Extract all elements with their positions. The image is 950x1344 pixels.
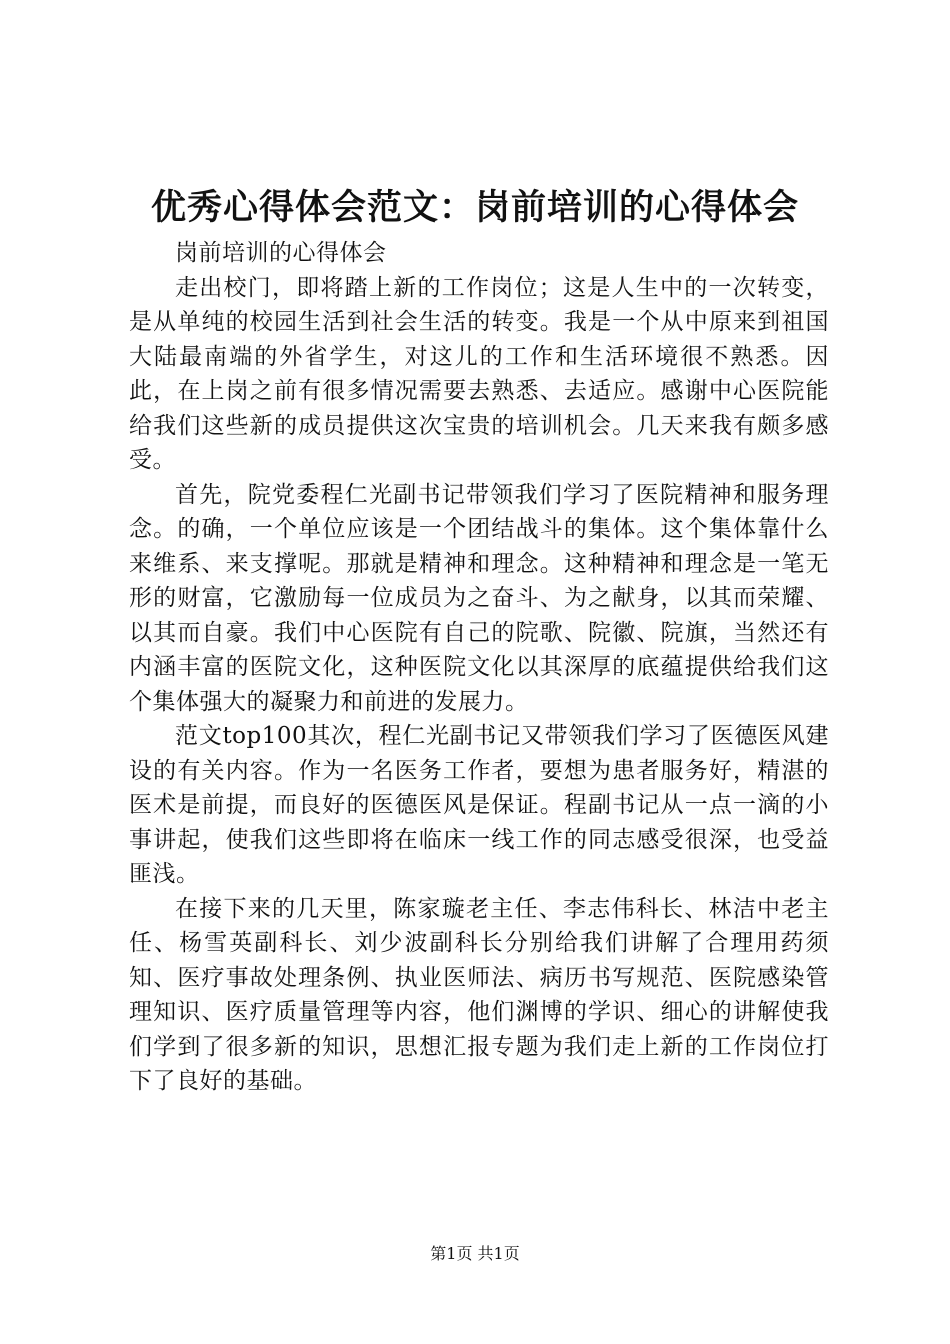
subtitle-paragraph: 岗前培训的心得体会: [175, 240, 387, 266]
document-body: [129, 236, 829, 1099]
body-paragraph-3: 范文top100其次，程仁光副书记又带领我们学习了医德医风建设的有关内容。作为一名医务工作者，要想为患者服务好，精湛的医术是前提，而良好的医德医风是保证。程副书记从一点一滴的小事讲起，使我们这些即将在临床一线工作的同志感受很深，也受益匪浅。: [129, 723, 829, 887]
page-footer: 第1页 共1页: [430, 1244, 520, 1263]
body-paragraph-2: 首先，院党委程仁光副书记带领我们学习了医院精神和服务理念。的确，一个单位应该是一个团结战斗的集体。这个集体靠什么来维系、来支撑呢。那就是精神和理念。这种精神和理念是一笔无形的财富，它激励每一位成员为之奋斗、为之献身，以其而荣耀、以其而自豪。我们中心医院有自己的院歌、院徽、院旗，当然还有内涵丰富的医院文化，这种医院文化以其深厚的底蕴提供给我们这个集体强大的凝聚力和前进的发展力。: [129, 481, 829, 715]
body-paragraph-1: 走出校门，即将踏上新的工作岗位；这是人生中的一次转变，是从单纯的校园生活到社会生活的转变。我是一个从中原来到祖国大陆最南端的外省学生，对这儿的工作和生活环境很不熟悉。因此，在上岗之前有很多情况需要去熟悉、去适应。感谢中心医院能给我们这些新的成员提供这次宝贵的培训机会。几天来我有颇多感受。: [129, 274, 829, 473]
document-title: 优秀心得体会范文：岗前培训的心得体会: [150, 187, 799, 228]
body-paragraph-4: 在接下来的几天里，陈家璇老主任、李志伟科长、林洁中老主任、杨雪英副科长、刘少波副科长分别给我们讲解了合理用药须知、医疗事故处理条例、执业医师法、病历书写规范、医院感染管理知识、医疗质量管理等内容，他们渊博的学识、细心的讲解使我们学到了很多新的知识，思想汇报专题为我们走上新的工作岗位打下了良好的基础。: [129, 895, 829, 1094]
